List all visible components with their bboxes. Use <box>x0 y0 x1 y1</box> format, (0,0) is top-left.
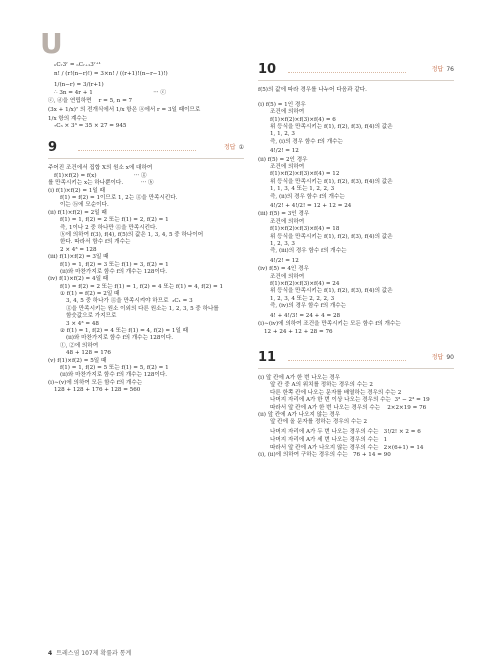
solution-line: (ii) f(5) = 2인 경우 <box>258 156 308 163</box>
solution-line: 2 × 4³ = 128 <box>60 246 97 253</box>
solution-line: (v) f(1)×f(2) = 5일 때 <box>48 357 107 364</box>
solution-line: 3, 4, 5 중 하나가 ⓖ을 만족시켜야 하므로 ₃C₁ = 3 <box>66 298 193 305</box>
solution-line: (i)∼(iv)에 의하여 조건을 만족시키는 모든 함수 f의 개수는 <box>258 321 401 328</box>
solution-line: f(1) = f(2) = 2 또는 f(1) = 1, f(2) = 4 또는 f(1) = 4, f(2) = 1 <box>60 283 224 290</box>
answer-box <box>224 144 244 152</box>
solution-line: (iv) f(5) = 4인 경우 <box>258 266 309 273</box>
solution-line: 위 등식을 만족시키는 f(1), f(2), f(3), f(4)의 값은 <box>270 288 393 295</box>
left-column <box>48 62 244 395</box>
solution-line: 즉, (iv)의 경우 함수 f의 개수는 <box>270 303 347 310</box>
answer-label: 정답 <box>224 144 236 152</box>
solution-line: 4!/2! + 4!/2! = 12 + 12 = 24 <box>270 202 352 209</box>
header-divider <box>288 72 406 73</box>
solution-line: 12 + 24 + 12 + 28 = 76 <box>264 328 333 335</box>
brand-logo: U <box>40 27 61 60</box>
solution-line: f(1)×f(2) = f(x) ··· ⓖ <box>54 172 147 179</box>
problem-9-header <box>48 140 244 159</box>
solution-line: ₇C₃ × 3³ = 35 × 27 = 945 <box>54 123 127 130</box>
solution-line: f(1) = 1, f(2) = 3 또는 f(1) = 3, f(2) = 1 <box>60 261 169 268</box>
solution-line: 1/(n−r) = 3/(r+1) <box>54 81 104 88</box>
solution-line: 한다. 따라서 함수 f의 개수는 <box>60 239 131 246</box>
right-column <box>258 62 454 459</box>
page-footer <box>48 648 131 657</box>
solution-line: (3x + 1/x)⁷ 의 전개식에서 1/x 항은 ⓐ에서 r = 3일 때이므로 <box>48 107 201 114</box>
answer-box <box>432 354 454 362</box>
problem-9-solution <box>48 165 244 394</box>
solution-line: 48 + 128 = 176 <box>66 350 111 357</box>
solution-line: f(1) = 1, f(2) = 2 또는 f(1) = 2, f(2) = 1 <box>60 217 169 224</box>
problem-number: 9 <box>48 140 58 156</box>
solution-line: 주어진 조건에서 집합 X의 원소 x에 대하여 <box>48 165 153 172</box>
solution-line: 조건에 의하여 <box>270 164 305 171</box>
solution-line: 1, 1, 2, 3 <box>270 131 295 138</box>
solution-line: f(5)의 값에 따라 경우를 나누어 다음과 같다. <box>258 87 367 93</box>
solution-line: 조건에 의하여 <box>270 109 305 116</box>
solution-line: 1/x 항의 계수는 <box>48 115 88 122</box>
answer-value: 76 <box>446 66 454 73</box>
solution-line: (i) f(1)×f(2) = 1일 때 <box>48 187 105 194</box>
problem-10-header <box>258 62 454 81</box>
solution-line: 4!/2! = 12 <box>270 257 299 264</box>
solution-line: (iv) f(1)×f(2) = 4일 때 <box>48 276 109 283</box>
problem-10-solution <box>258 87 454 336</box>
solution-line: ⓗ에 의하여 f(3), f(4), f(5)의 값은 1, 3, 4, 5 중 하나이어 <box>60 231 204 238</box>
solution-line: ⓒ, ⓓ을 연립하면 r = 5, n = 7 <box>48 97 133 104</box>
solution-line: 3 × 4³ = 48 <box>66 320 99 327</box>
solution-line: (iii) f(1)×f(2) = 3일 때 <box>48 254 109 261</box>
solution-line: 위 등식을 만족시키는 f(1), f(2), f(3), f(4)의 값은 <box>270 123 393 130</box>
solution-line: (i)∼(v)에 의하여 모든 함수 f의 개수는 <box>48 379 143 386</box>
solution-line: ①, ②에 의하여 <box>60 342 99 349</box>
solution-line: (ii)와 마찬가지로 함수 f의 개수는 128이다. <box>66 335 174 342</box>
solution-line: (ii) 앞 칸에 A가 나오지 않는 경우 <box>258 411 341 418</box>
solution-line: 다른 한쪽 칸에 나오는 문자를 배열하는 경우의 수는 2 <box>270 389 402 396</box>
solution-line: 1, 2, 3, 4 또는 2, 2, 2, 3 <box>270 295 335 302</box>
solution-line: (ii)와 마찬가지로 함수 f의 개수는 128이다. <box>60 268 168 275</box>
answer-value: 90 <box>446 353 454 361</box>
problem-11-header <box>258 350 454 369</box>
solution-line: 나머지 자리에 A가 한 번 이상 나오는 경우의 수는 3³ − 2³ = 19 <box>270 397 430 404</box>
solution-line <box>258 94 454 101</box>
solution-line: 조건에 의하여 <box>270 218 305 225</box>
book-title: 트레스염 107제 확률과 통계 <box>56 650 132 657</box>
solution-line: 앞 칸 중 A의 위치를 정하는 경우의 수는 2 <box>270 382 373 389</box>
solution-line: 나머지 자리에 A가 세 번 나오는 경우의 수는 1 <box>270 437 388 444</box>
solution-line: 1, 1, 3, 4 또는 1, 2, 2, 3 <box>270 186 335 193</box>
solution-line: 따라서 앞 칸에 A가 나오지 않는 경우의 수는 2×(6+1) = 14 <box>270 444 424 451</box>
solution-line: f(1)×f(2)×f(3)×f(4) = 12 <box>270 171 340 178</box>
solution-line: 이는 ⓗ에 모순이다. <box>60 202 109 209</box>
solution-line: (ii)와 마찬가지로 함수 f의 개수는 128이다. <box>60 372 168 379</box>
solution-line: (i) 앞 칸에 A가 한 번 나오는 경우 <box>258 374 341 381</box>
solution-line: (i), (ii)에 의하여 구하는 경우의 수는 76 + 14 = 90 <box>258 451 391 458</box>
answer-value: ① <box>238 144 244 152</box>
solution-line: 위 등식을 만족시키는 f(1), f(2), f(3), f(4)의 값은 <box>270 233 393 240</box>
solution-line: ₙCᵣ3ʳ = ₙCᵣ₊₁3ʳ⁺¹ <box>54 62 101 68</box>
solution-line: ∴ 3n = 4r + 1 ··· ⓒ <box>54 90 166 97</box>
page-number: 4 <box>48 650 53 657</box>
solution-line: 1, 2, 3, 3 <box>270 241 295 248</box>
solution-line: 즉, (ii)의 경우 함수 f의 개수는 <box>270 193 345 200</box>
solution-line: ② f(1) = 1, f(2) = 4 또는 f(1) = 4, f(2) = 1일 때 <box>60 328 189 335</box>
solution-line: 조건에 의하여 <box>270 273 305 280</box>
solution-line: f(1)×f(2)×f(3)×f(4) = 6 <box>270 116 336 123</box>
solution-line: 나머지 자리에 A가 두 번 나오는 경우의 수는 3!/2! × 2 = 6 <box>270 428 421 435</box>
solution-line: (i) f(5) = 1인 경우 <box>258 101 306 108</box>
solution-line: f(1) = f(2) = 1이므로 1, 2는 ⓖ을 만족시킨다. <box>60 195 178 202</box>
previous-solution-continuation <box>48 62 244 130</box>
problem-number: 11 <box>258 349 277 365</box>
solution-line: 앞 칸에 올 문자를 정하는 경우의 수는 2 <box>270 419 368 426</box>
answer-label: 정답 <box>431 66 444 73</box>
solution-line: f(1)×f(2)×f(3)×f(4) = 24 <box>270 281 340 288</box>
problem-11-solution <box>258 375 454 459</box>
solution-line: 4! + 4!/3! = 24 + 4 = 28 <box>270 312 341 319</box>
solution-line: ① f(1) = f(2) = 2일 때 <box>60 291 120 298</box>
solution-line: 따라서 앞 칸에 A가 한 번 나오는 경우의 수는 2×2×19 = 76 <box>270 404 427 411</box>
answer-label: 정답 <box>431 353 444 361</box>
solution-line: f(1)×f(2)×f(3)×f(4) = 18 <box>270 226 340 233</box>
problem-number: 10 <box>258 62 277 77</box>
solution-line: 즉, 1이나 2 중 하나만 ⓖ을 만족시킨다. <box>60 224 158 231</box>
solution-line: 함숫값으로 가지므로 <box>66 313 117 320</box>
solution-line: 를 만족시키는 x는 하나뿐이다. ··· ⓗ <box>48 180 154 187</box>
header-divider <box>78 150 196 151</box>
solution-line: (iii) f(5) = 3인 경우 <box>258 211 310 218</box>
solution-line: n! / (r!(n−r)!) = 3×n! / ((r+1)!(n−r−1)!) <box>54 71 168 78</box>
solution-line: (ii) f(1)×f(2) = 2일 때 <box>48 209 107 216</box>
solution-line: 128 + 128 + 176 + 128 = 560 <box>54 387 141 394</box>
solution-line: f(1) = 1, f(2) = 5 또는 f(1) = 5, f(2) = 1 <box>60 365 169 371</box>
solution-line: ⓖ을 만족시키는 원소 이외의 다른 원소는 1, 2, 3, 5 중 하나를 <box>66 305 219 312</box>
header-divider <box>288 360 406 361</box>
solution-line: 즉, (i)의 경우 함수 f의 개수는 <box>270 138 343 145</box>
solution-line: 즉, (iii)의 경우 함수 f의 개수는 <box>270 248 347 255</box>
solution-line: 위 등식을 만족시키는 f(1), f(2), f(3), f(4)의 값은 <box>270 178 393 185</box>
solution-line: 4!/2! = 12 <box>270 148 299 155</box>
answer-box <box>432 66 454 74</box>
